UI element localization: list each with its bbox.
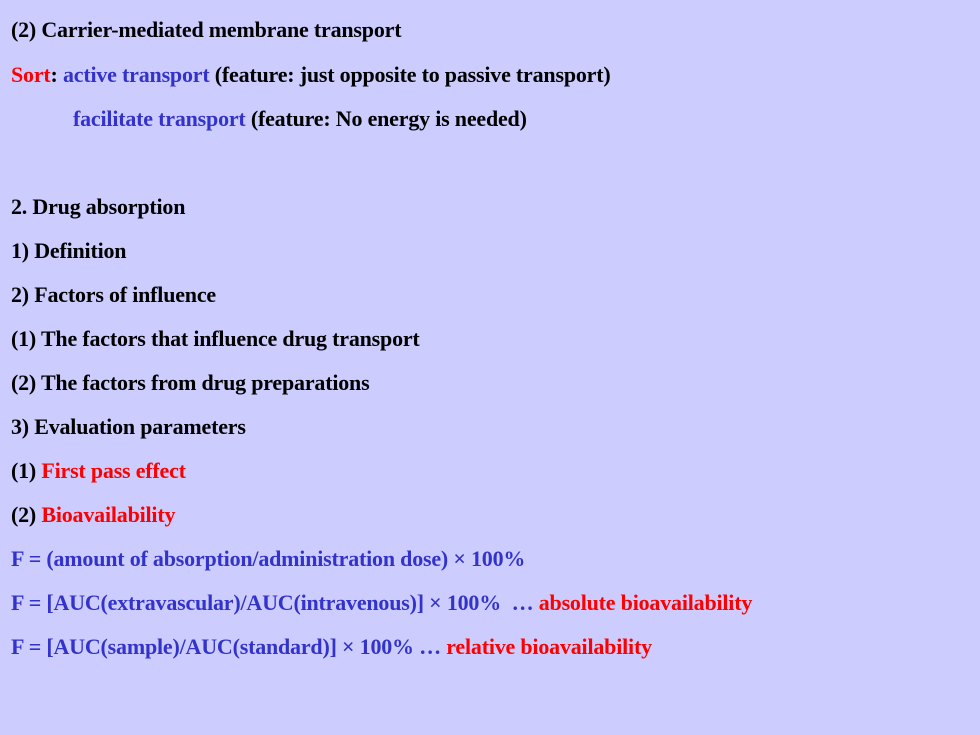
- evaluation-parameters-text: 3) Evaluation parameters: [11, 414, 246, 439]
- factors-drug-preparations-text: (2) The factors from drug preparations: [11, 370, 370, 395]
- facilitate-feature: (feature: No energy is needed): [245, 106, 527, 131]
- drug-absorption-heading: [11, 194, 185, 220]
- active-feature: (feature: just opposite to passive transport): [209, 62, 611, 87]
- formula-basic: [11, 546, 525, 572]
- formula-basic-text: F = (amount of absorption/administration dose) × 100%: [11, 546, 526, 571]
- first-pass-effect: First pass effect: [41, 458, 186, 483]
- absolute-bioavailability-label: absolute bioavailability: [538, 590, 753, 615]
- relative-bioavailability-label: relative bioavailability: [446, 634, 652, 659]
- active-transport: active transport: [62, 62, 210, 87]
- sort-line: [11, 62, 610, 88]
- formula-relative: [11, 634, 652, 660]
- evaluation-parameters-item: [11, 414, 246, 440]
- drug-absorption-text: 2. Drug absorption: [11, 194, 186, 219]
- carrier-heading-text: (2) Carrier-mediated membrane transport: [11, 17, 402, 42]
- definition-item: [11, 238, 126, 264]
- first-pass-item: [11, 458, 186, 484]
- formula-absolute-text: F = [AUC(extravascular)/AUC(intravenous)] × 100% …: [11, 590, 539, 615]
- formula-absolute: [11, 590, 752, 616]
- first-pass-prefix: (1): [11, 458, 42, 483]
- factors-drug-transport-item: [11, 326, 420, 352]
- bioavailability-text: Bioavailability: [41, 502, 176, 527]
- bioavailability-prefix: (2): [11, 502, 42, 527]
- factors-drug-preparations-item: [11, 370, 369, 396]
- facilitate-transport: facilitate transport: [73, 106, 246, 131]
- definition-text: 1) Definition: [11, 238, 127, 263]
- factors-drug-transport-text: (1) The factors that influence drug transport: [11, 326, 420, 351]
- sort-colon: :: [50, 62, 63, 87]
- facilitate-line: [73, 106, 527, 132]
- formula-relative-text: F = [AUC(sample)/AUC(standard)] × 100% …: [11, 634, 447, 659]
- factors-of-influence-text: 2) Factors of influence: [11, 282, 216, 307]
- factors-of-influence-item: [11, 282, 216, 308]
- bioavailability-item: [11, 502, 175, 528]
- sort-label: Sort: [11, 62, 51, 87]
- carrier-heading: [11, 17, 401, 43]
